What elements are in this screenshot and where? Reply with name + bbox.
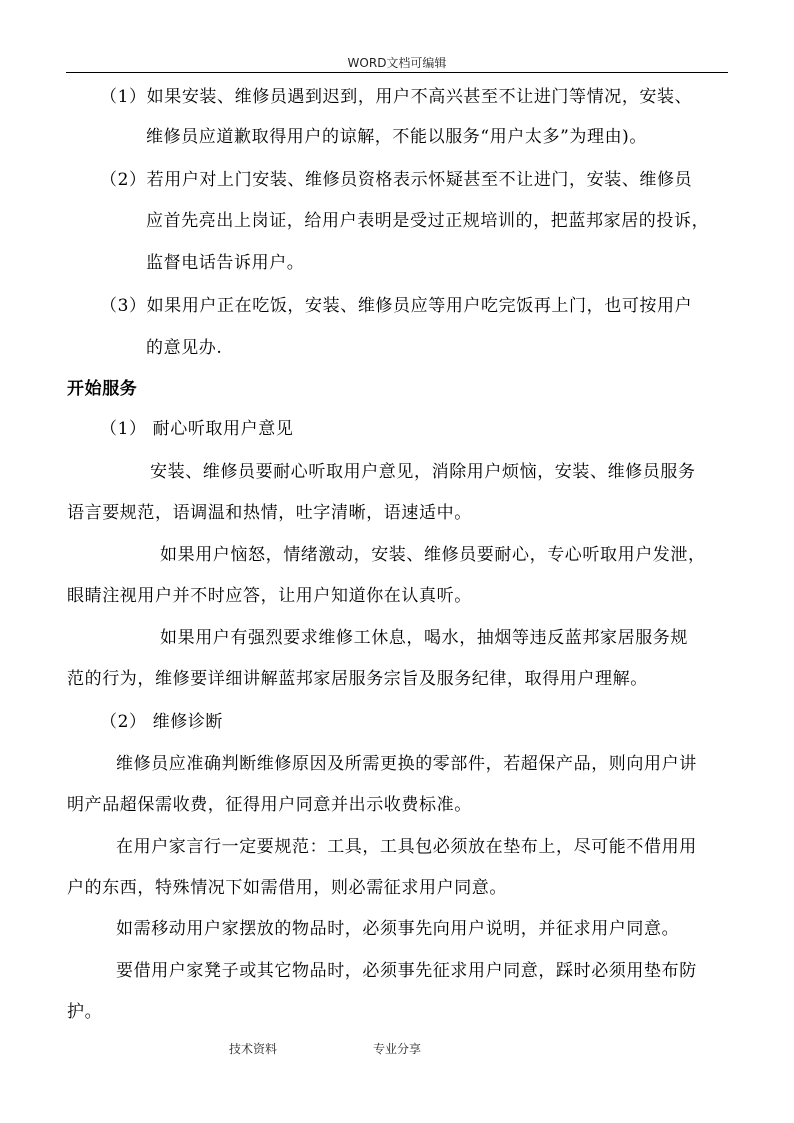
paragraph-2-line-1: （2）若用户对上门安装、维修员资格表示怀疑甚至不让进门，安装、维修员 (100, 170, 693, 190)
section-heading: 开始服务 (67, 379, 138, 399)
paragraph-4-line-1: 安装、维修员要耐心听取用户意见，消除用户烦恼，安装、维修员服务 (150, 462, 696, 482)
footer-left: 技术资料 (229, 1042, 278, 1056)
subheading-2: （2） 维修诊断 (100, 712, 224, 732)
paragraph-7-line-2: 明产品超保需收费，征得用户同意并出示收费标准。 (67, 795, 472, 815)
paragraph-8-line-1: 在用户家言行一定要规范：工具，工具包必须放在垫布上，尽可能不借用用 (116, 837, 697, 857)
paragraph-5-line-1: 如果用户恼怒，情绪激动，安装、维修员要耐心，专心听取用户发泄， (160, 545, 706, 565)
paragraph-5-line-2: 眼睛注视用户并不时应答，让用户知道你在认真听。 (67, 586, 472, 606)
page-header: WORD文档可编辑 (347, 56, 447, 70)
subheading-1: （1） 耐心听取用户意见 (100, 419, 294, 439)
paragraph-4-line-2: 语言要规范，语调温和热情，吐字清晰，语速适中。 (67, 503, 472, 523)
paragraph-6-line-1: 如果用户有强烈要求维修工休息，喝水，抽烟等违反蓝邦家居服务规 (160, 628, 688, 648)
footer-right: 专业分享 (373, 1042, 422, 1056)
paragraph-1-line-2: 维修员应道歉取得用户的谅解，不能以服务“用户太多”为理由)。 (146, 127, 648, 147)
paragraph-2-line-3: 监督电话告诉用户。 (146, 253, 305, 273)
paragraph-7-line-1: 维修员应准确判断维修原因及所需更换的零部件，若超保产品，则向用户讲 (116, 754, 697, 774)
paragraph-10-line-2: 护。 (67, 1002, 103, 1022)
header-rule (66, 72, 728, 73)
paragraph-2-line-2: 应首先亮出上岗证，给用户表明是受过正规培训的，把蓝邦家居的投诉， (146, 211, 710, 231)
paragraph-8-line-2: 户的东西，特殊情况下如需借用，则必需征求用户同意。 (67, 878, 507, 898)
paragraph-3-line-1: （3）如果用户正在吃饭，安装、维修员应等用户吃完饭再上门，也可按用户 (100, 296, 693, 316)
paragraph-6-line-2: 范的行为，维修要详细讲解蓝邦家居服务宗旨及服务纪律，取得用户理解。 (67, 669, 648, 689)
paragraph-1-line-1: （1）如果安装、维修员遇到迟到，用户不高兴甚至不让进门等情况，安装、 (100, 87, 693, 107)
paragraph-10-line-1: 要借用户家凳子或其它物品时，必须事先征求用户同意，踩时必须用垫布防 (116, 961, 697, 981)
paragraph-3-line-2: 的意见办. (146, 338, 223, 358)
paragraph-9-line-1: 如需移动用户家摆放的物品时，必须事先向用户说明，并征求用户同意。 (116, 919, 680, 939)
